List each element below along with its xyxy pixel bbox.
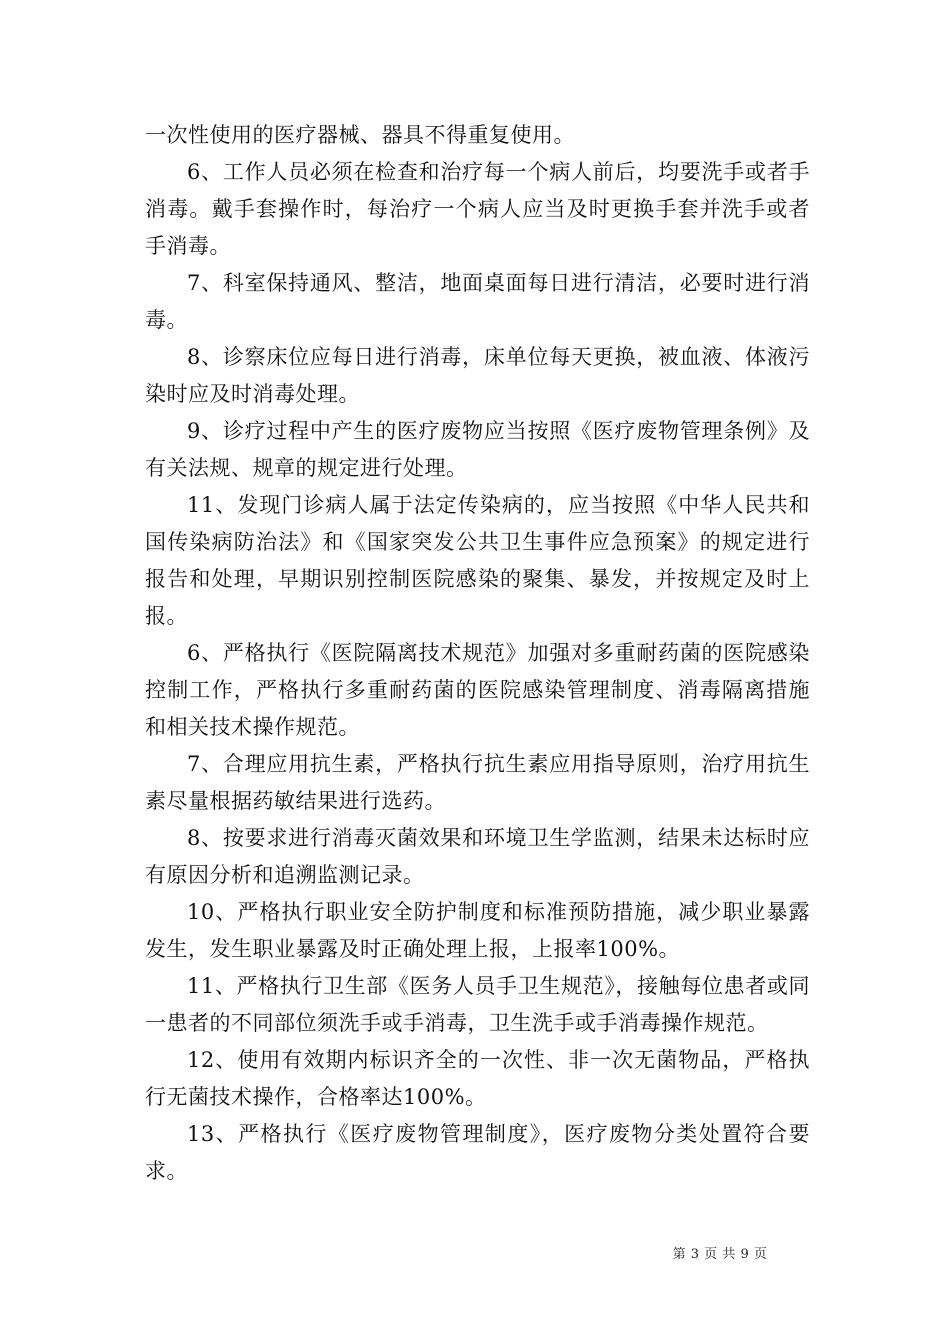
paragraph-item-7-antibiotics: 7、合理应用抗生素，严格执行抗生素应用指导原则，治疗用抗生素尽量根据药敏结果进行选药。 (145, 752, 810, 813)
paragraph-item-8-bed-disinfection: 8、诊察床位应每日进行消毒，床单位每天更换，被血液、体液污染时应及时消毒处理。 (145, 345, 810, 406)
paragraph-item-6-isolation: 6、严格执行《医院隔离技术规范》加强对多重耐药菌的医院感染控制工作，严格执行多重耐药菌的医院感染管理制度、消毒隔离措施和相关技术操作规范。 (145, 641, 810, 739)
paragraph-item-13-waste-management: 13、严格执行《医疗废物管理制度》，医疗废物分类处置符合要求。 (145, 1122, 810, 1183)
paragraph-item-11-infectious-disease: 11、发现门诊病人属于法定传染病的，应当按照《中华人民共和国传染病防治法》和《国家突发公共卫生事件应急预案》的规定进行报告和处理，早期识别控制医院感染的聚集、暴发，并按规定及时上报。 (145, 493, 810, 628)
paragraph-item-7-ventilation: 7、科室保持通风、整洁，地面桌面每日进行清洁，必要时进行消毒。 (145, 271, 810, 332)
paragraph-item-10-occupational-safety: 10、严格执行职业安全防护制度和标准预防措施，减少职业暴露发生，发生职业暴露及时正确处理上报，上报率100%。 (145, 900, 810, 961)
paragraph-item-8-monitoring: 8、按要求进行消毒灭菌效果和环境卫生学监测，结果未达标时应有原因分析和追溯监测记录。 (145, 826, 810, 887)
paragraph-item-6-hand-hygiene: 6、工作人员必须在检查和治疗每一个病人前后，均要洗手或者手消毒。戴手套操作时，每治疗一个病人应当及时更换手套并洗手或者手消毒。 (145, 160, 810, 258)
paragraph-item-12-sterile-items: 12、使用有效期内标识齐全的一次性、非一次无菌物品，严格执行无菌技术操作，合格率达100%。 (145, 1048, 810, 1109)
paragraph-item-11-hand-hygiene-standard: 11、严格执行卫生部《医务人员手卫生规范》，接触每位患者或同一患者的不同部位须洗手或手消毒，卫生洗手或手消毒操作规范。 (145, 974, 810, 1035)
document-body (145, 117, 810, 1190)
paragraph-continuation: 一次性使用的医疗器械、器具不得重复使用。 (145, 123, 575, 147)
page-number-label: 第 3 页 共 9 页 (672, 1247, 768, 1262)
paragraph-item-9-medical-waste: 9、诊疗过程中产生的医疗废物应当按照《医疗废物管理条例》及有关法规、规章的规定进行处理。 (145, 419, 810, 480)
page-footer (0, 1243, 950, 1262)
